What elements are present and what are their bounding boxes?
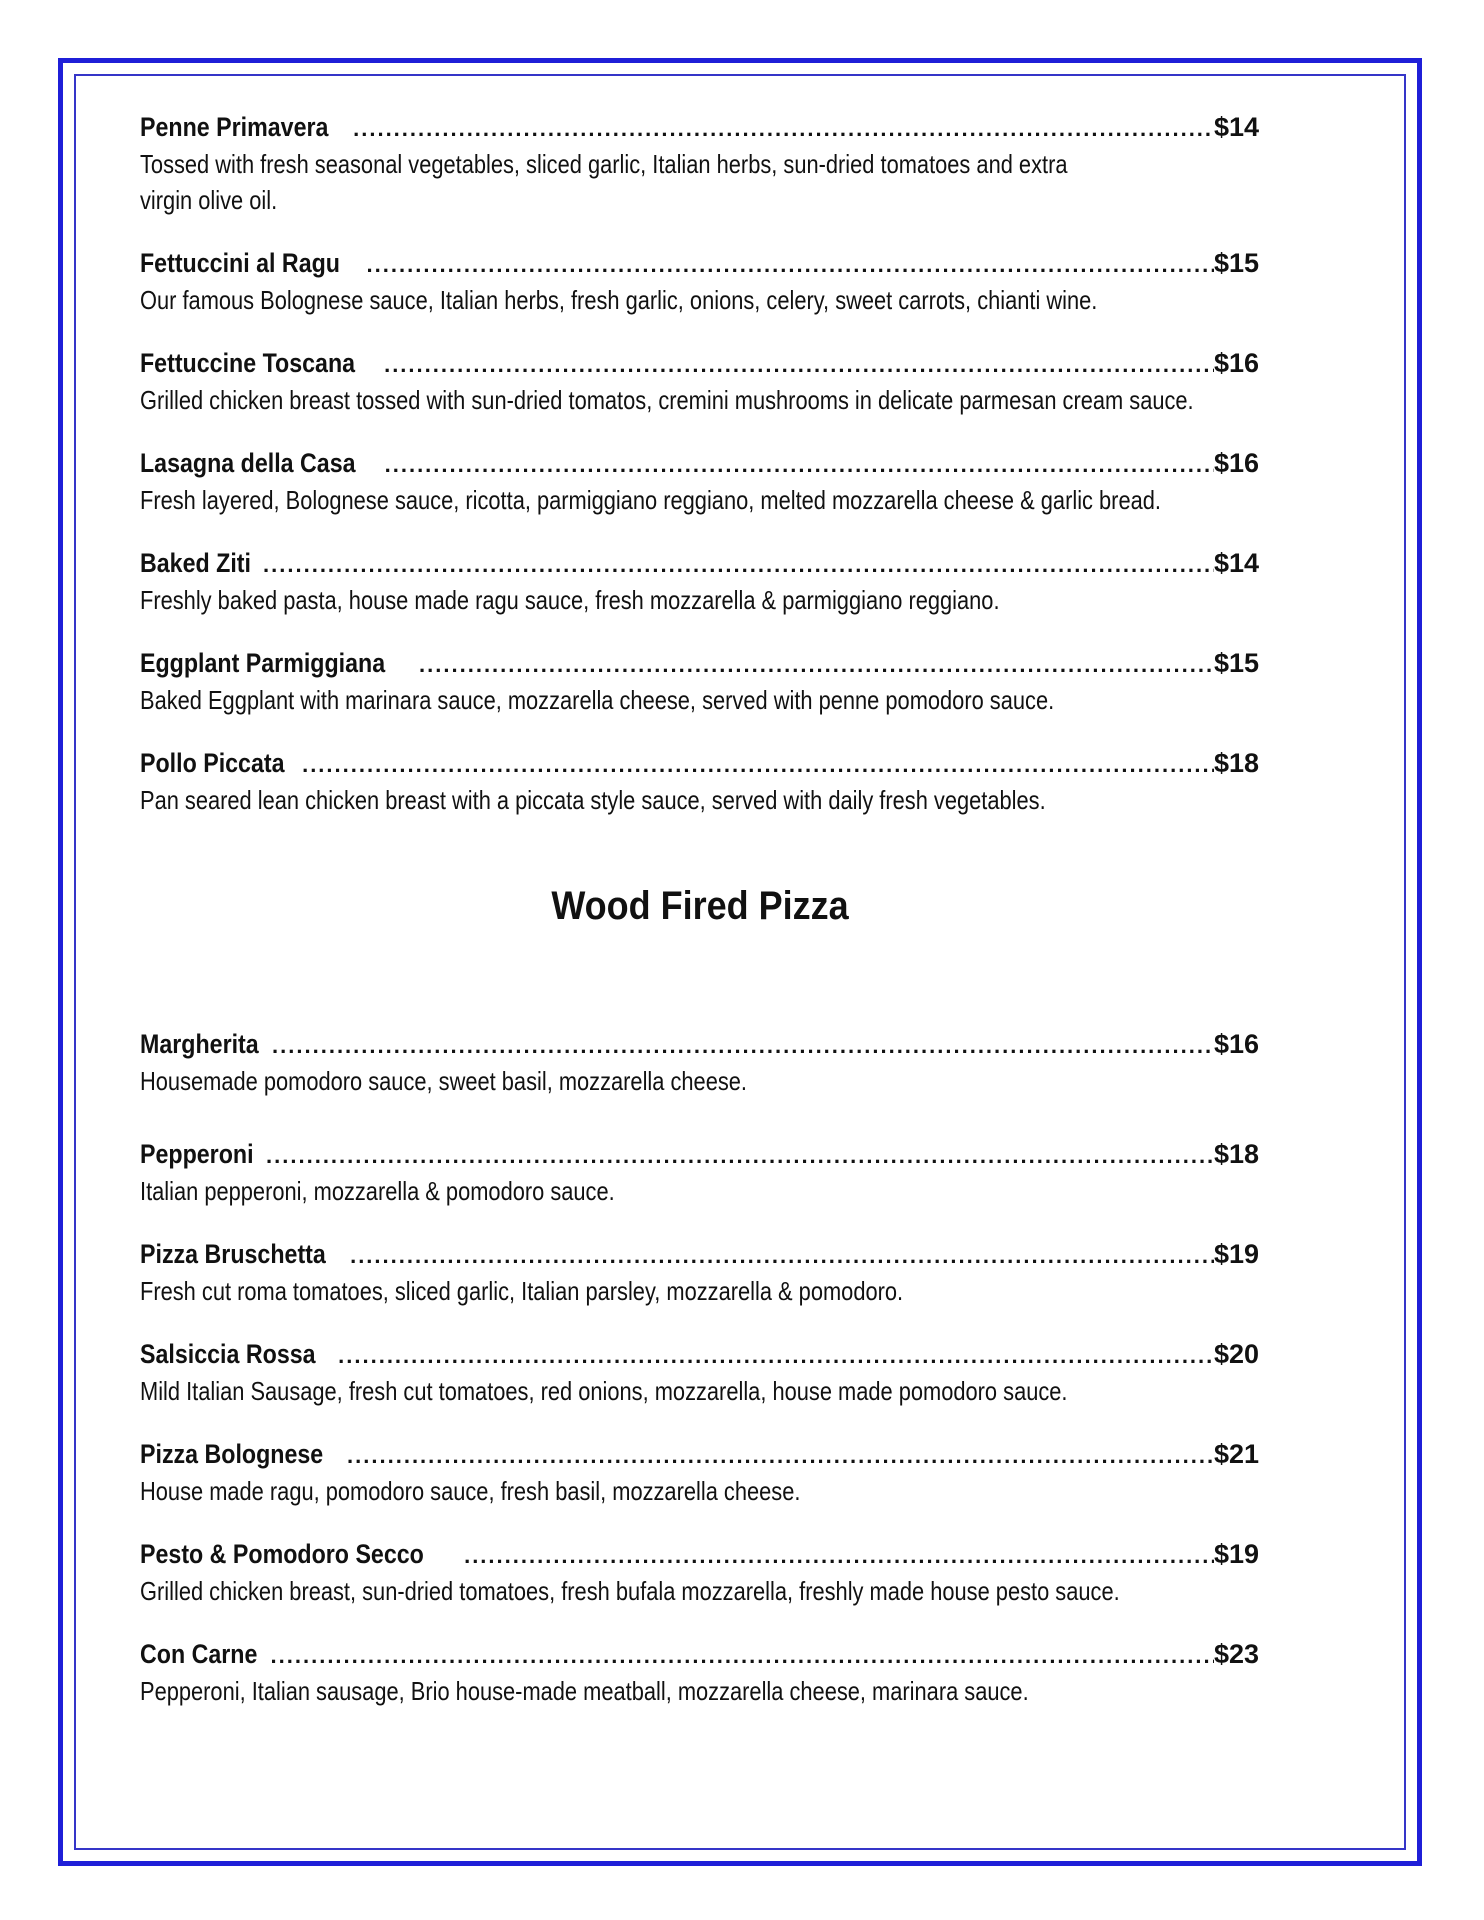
dot-leader — [373, 452, 1214, 478]
menu-item-header — [140, 248, 1270, 282]
menu-item-price: $15 — [1214, 648, 1260, 678]
menu-item-description: Freshly baked pasta, house made ragu sauce, fresh mozzarella & parmiggiano reggiano. — [140, 585, 1000, 615]
menu-item-description: Pan seared lean chicken breast with a piccata style sauce, served with daily fresh vegetables. — [140, 785, 1046, 815]
menu-item — [140, 1339, 1270, 1409]
dot-leader — [260, 1033, 1214, 1059]
menu-item-price: $15 — [1214, 248, 1260, 278]
dot-leader — [326, 1343, 1214, 1369]
menu-item — [140, 1439, 1270, 1509]
menu-item-name: Salsiccia Rossa — [140, 1339, 316, 1369]
menu-item-header — [140, 1339, 1270, 1373]
menu-item-description: Italian pepperoni, mozzarella & pomodoro sauce. — [140, 1176, 615, 1206]
menu-item-description: Our famous Bolognese sauce, Italian herbs, fresh garlic, onions, celery, sweet carrots, chianti wine. — [140, 285, 1098, 315]
menu-item-price: $21 — [1214, 1439, 1260, 1469]
menu-item-name: Pizza Bolognese — [140, 1439, 324, 1469]
menu-item-description: Grilled chicken breast tossed with sun-dried tomatos, cremini mushrooms in delicate parmesan cream sauce. — [140, 385, 1194, 415]
dot-leader — [251, 552, 1214, 578]
menu-item-header — [140, 548, 1270, 582]
menu-item-price: $19 — [1214, 1539, 1260, 1569]
menu-item-name: Pollo Piccata — [140, 748, 285, 778]
dot-leader — [355, 252, 1214, 278]
dot-leader — [407, 652, 1214, 678]
menu-item-description: Fresh cut roma tomatoes, sliced garlic, Italian parsley, mozzarella & pomodoro. — [140, 1276, 904, 1306]
menu-item — [140, 1539, 1270, 1609]
section-title: Wood Fired Pizza — [551, 884, 849, 928]
menu-item-description: Fresh layered, Bolognese sauce, ricotta, parmiggiano reggiano, melted mozzarella cheese & garlic bread. — [140, 485, 1161, 515]
dot-leader — [335, 1443, 1214, 1469]
menu-item-header — [140, 648, 1270, 682]
menu-item-price: $20 — [1214, 1339, 1260, 1369]
menu-item — [140, 1639, 1270, 1709]
menu-item-name: Pizza Bruschetta — [140, 1239, 326, 1269]
menu-item-header — [140, 448, 1270, 482]
menu-item-price: $18 — [1214, 1139, 1260, 1169]
menu-item-header — [140, 1239, 1270, 1273]
menu-item — [140, 548, 1270, 618]
menu-item-name: Lasagna della Casa — [140, 448, 356, 478]
menu-item-header — [140, 112, 1270, 146]
menu-item — [140, 448, 1270, 518]
menu-item-name: Penne Primavera — [140, 112, 329, 142]
menu-item-header — [140, 1639, 1270, 1673]
menu-item — [140, 1239, 1270, 1309]
menu-item — [140, 1139, 1270, 1209]
menu-item-description: Baked Eggplant with marinara sauce, mozzarella cheese, served with penne pomodoro sauce. — [140, 685, 1055, 715]
menu-item-price: $14 — [1214, 112, 1260, 142]
menu-item-description: Mild Italian Sausage, fresh cut tomatoes, red onions, mozzarella, house made pomodoro sauce. — [140, 1376, 1068, 1406]
dot-leader — [259, 1643, 1214, 1669]
menu-item-price: $19 — [1214, 1239, 1260, 1269]
dot-leader — [290, 752, 1214, 778]
menu-item-name: Eggplant Parmiggiana — [140, 648, 386, 678]
menu-item-header — [140, 748, 1270, 782]
menu-item — [140, 1029, 1270, 1099]
menu-item — [140, 348, 1270, 418]
menu-item-price: $18 — [1214, 748, 1260, 778]
menu-item-name: Fettuccini al Ragu — [140, 248, 340, 278]
menu-item-price: $14 — [1214, 548, 1260, 578]
menu-item-description: Pepperoni, Italian sausage, Brio house-made meatball, mozzarella cheese, marinara sauce. — [140, 1676, 1029, 1706]
menu-item-name: Con Carne — [140, 1639, 258, 1669]
menu-content — [140, 112, 1270, 1739]
menu-item-header — [140, 348, 1270, 382]
menu-item-description: Grilled chicken breast, sun-dried tomatoes, fresh bufala mozzarella, freshly made house pesto sauce. — [140, 1576, 1120, 1606]
menu-item-header — [140, 1139, 1270, 1173]
menu-item-header — [140, 1439, 1270, 1473]
menu-item — [140, 248, 1270, 318]
menu-item-name: Fettuccine Toscana — [140, 348, 356, 378]
menu-item-price: $16 — [1214, 448, 1260, 478]
dot-leader — [254, 1143, 1214, 1169]
menu-item-price: $16 — [1214, 1029, 1260, 1059]
menu-item — [140, 112, 1270, 218]
menu-item-name: Margherita — [140, 1029, 259, 1059]
menu-item-description: Tossed with fresh seasonal vegetables, sliced garlic, Italian herbs, sun-dried tomatoes and extra virgin olive oil. — [140, 149, 1068, 215]
dot-leader — [452, 1543, 1214, 1569]
menu-item-price: $23 — [1214, 1639, 1260, 1669]
menu-item-header — [140, 1029, 1270, 1063]
menu-item-description: Housemade pomodoro sauce, sweet basil, mozzarella cheese. — [140, 1066, 747, 1096]
menu-item — [140, 648, 1270, 718]
menu-item-name: Pesto & Pomodoro Secco — [140, 1539, 424, 1569]
dot-leader — [372, 352, 1214, 378]
dot-leader — [341, 116, 1214, 142]
menu-item-price: $16 — [1214, 348, 1260, 378]
dot-leader — [338, 1243, 1214, 1269]
menu-item-description: House made ragu, pomodoro sauce, fresh basil, mozzarella cheese. — [140, 1476, 801, 1506]
menu-item-name: Baked Ziti — [140, 548, 251, 578]
menu-item-name: Pepperoni — [140, 1139, 254, 1169]
menu-item-header — [140, 1539, 1270, 1573]
menu-item — [140, 748, 1270, 818]
